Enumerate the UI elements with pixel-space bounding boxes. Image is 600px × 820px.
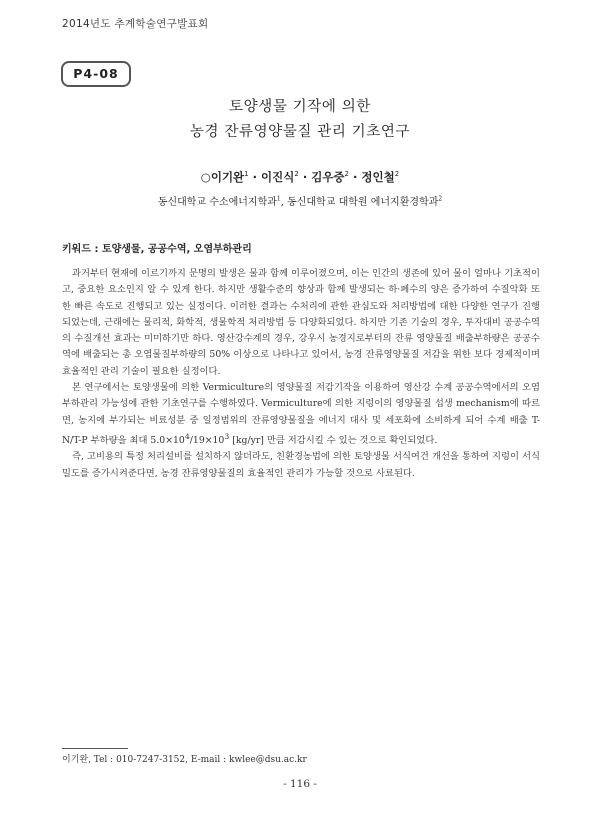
author-name: 이진식 [261,170,295,184]
affiliation-1: 동신대학교 수소에너지학과 [157,197,277,208]
paper-code-badge: P4-08 [61,61,131,87]
body-paragraph-2-text: 본 연구에서는 토양생물에 의한 Vermiculture의 영양물질 저감기작을 이용하여 영산강 수계 공공수역에서의 오염부하관리 가능성에 관한 기초연구를 수행하였다. Vermiculture에 의한 지렁이의 영양물질 섭생 mechanism에 따르면, 농지에 부가되는 비료성분 중 일정범위의 잔류영양물질을 에너지 대사 및 세포화에 소비하게 되어 수계 배출 T-N/T-P 부하량을 최대 5.0×10 [62,382,540,447]
abstract-body [62,266,540,482]
page-number: - 116 - [283,778,317,790]
affiliation-1-mark: 1 [276,195,281,203]
paper-title-line-1: 토양생물 기작에 의한 [229,99,371,115]
author-list [0,169,600,185]
paper-title-line-2: 농경 잔류영양물질 관리 기초연구 [189,124,411,140]
body-paragraph-1: 과거부터 현재에 이르기까지 문명의 발생은 물과 함께 이루어졌으며, 이는 인간의 생존에 있어 물이 얼마나 기초적이고, 중요한 요소인지 알 수 있게 한다. 하지만 생활수준의 향상과 함께 발생되는 하·폐수의 양은 증가하여 수질악화 또한 빠른 속도로 진행되고 있는 실정이다. 이러한 결과는 수처리에 관한 관심도와 처리방법에 대한 다양한 연구가 진행되었는데, 근래에는 물리적, 화학적, 생물학적 처리방법 등 다양화되었다. 하지만 기존 기술의 경우, 투자대비 공공수역의 수질개선 효과는 미미하기만 하다. 영산강수계의 경우, 강우시 농경지로부터의 잔류 영양물질 배출부하량은 공공수역에 배출되는 총 오염물질부하량의 50% 이상으로 나타나고 있어서, 농경 잔류영양물질 저감을 위한 보다 경제적이며 효율적인 관리 기술이 필요한 실정이다. [62,268,540,377]
author-affiliation-mark: 2 [294,170,299,179]
keywords: 키워드 : 토양생물, 공공수역, 오염부하관리 [62,244,252,255]
presenter-marker: ○ [200,170,211,184]
affiliation [0,193,600,208]
affiliation-separator: , [280,197,288,208]
author-separator: · [248,170,262,184]
conference-header: 2014년도 추계학술연구발표회 [62,18,209,30]
author-affiliation-mark: 2 [344,170,350,179]
affiliation-2: 동신대학교 대학원 에너지환경학과 [287,197,439,208]
author-affiliation-mark: 1 [244,170,249,179]
exponent: 4 [184,431,190,441]
author-name: 정인철 [361,170,395,184]
body-paragraph-2-text: [kg/yr] 만큼 저감시킬 수 있는 것으로 확인되었다. [229,435,438,447]
author-separator: · [349,170,362,184]
exponent: 3 [224,431,230,441]
footnote-divider [62,748,128,749]
author-name: 이기완 [210,170,245,184]
body-paragraph-2-text: /19×10 [189,435,225,447]
author-name: 김우중 [311,170,345,184]
body-paragraph-2 [62,380,540,449]
body-paragraph-3: 즉, 고비용의 특정 처리설비를 설치하지 않더라도, 친환경농법에 의한 토양생물 서식여건 개선을 통하여 지렁이 서식밀도를 증가시켜준다면, 농경 잔류영양물질의 효율적인 관리가 가능할 것으로 사료된다. [62,451,540,479]
affiliation-2-mark: 2 [438,195,443,203]
author-affiliation-mark: 2 [394,170,400,179]
footnote-contact: 이기완, Tel : 010-7247-3152, E-mail : kwlee@dsu.ac.kr [62,755,307,765]
author-separator: · [298,170,312,184]
